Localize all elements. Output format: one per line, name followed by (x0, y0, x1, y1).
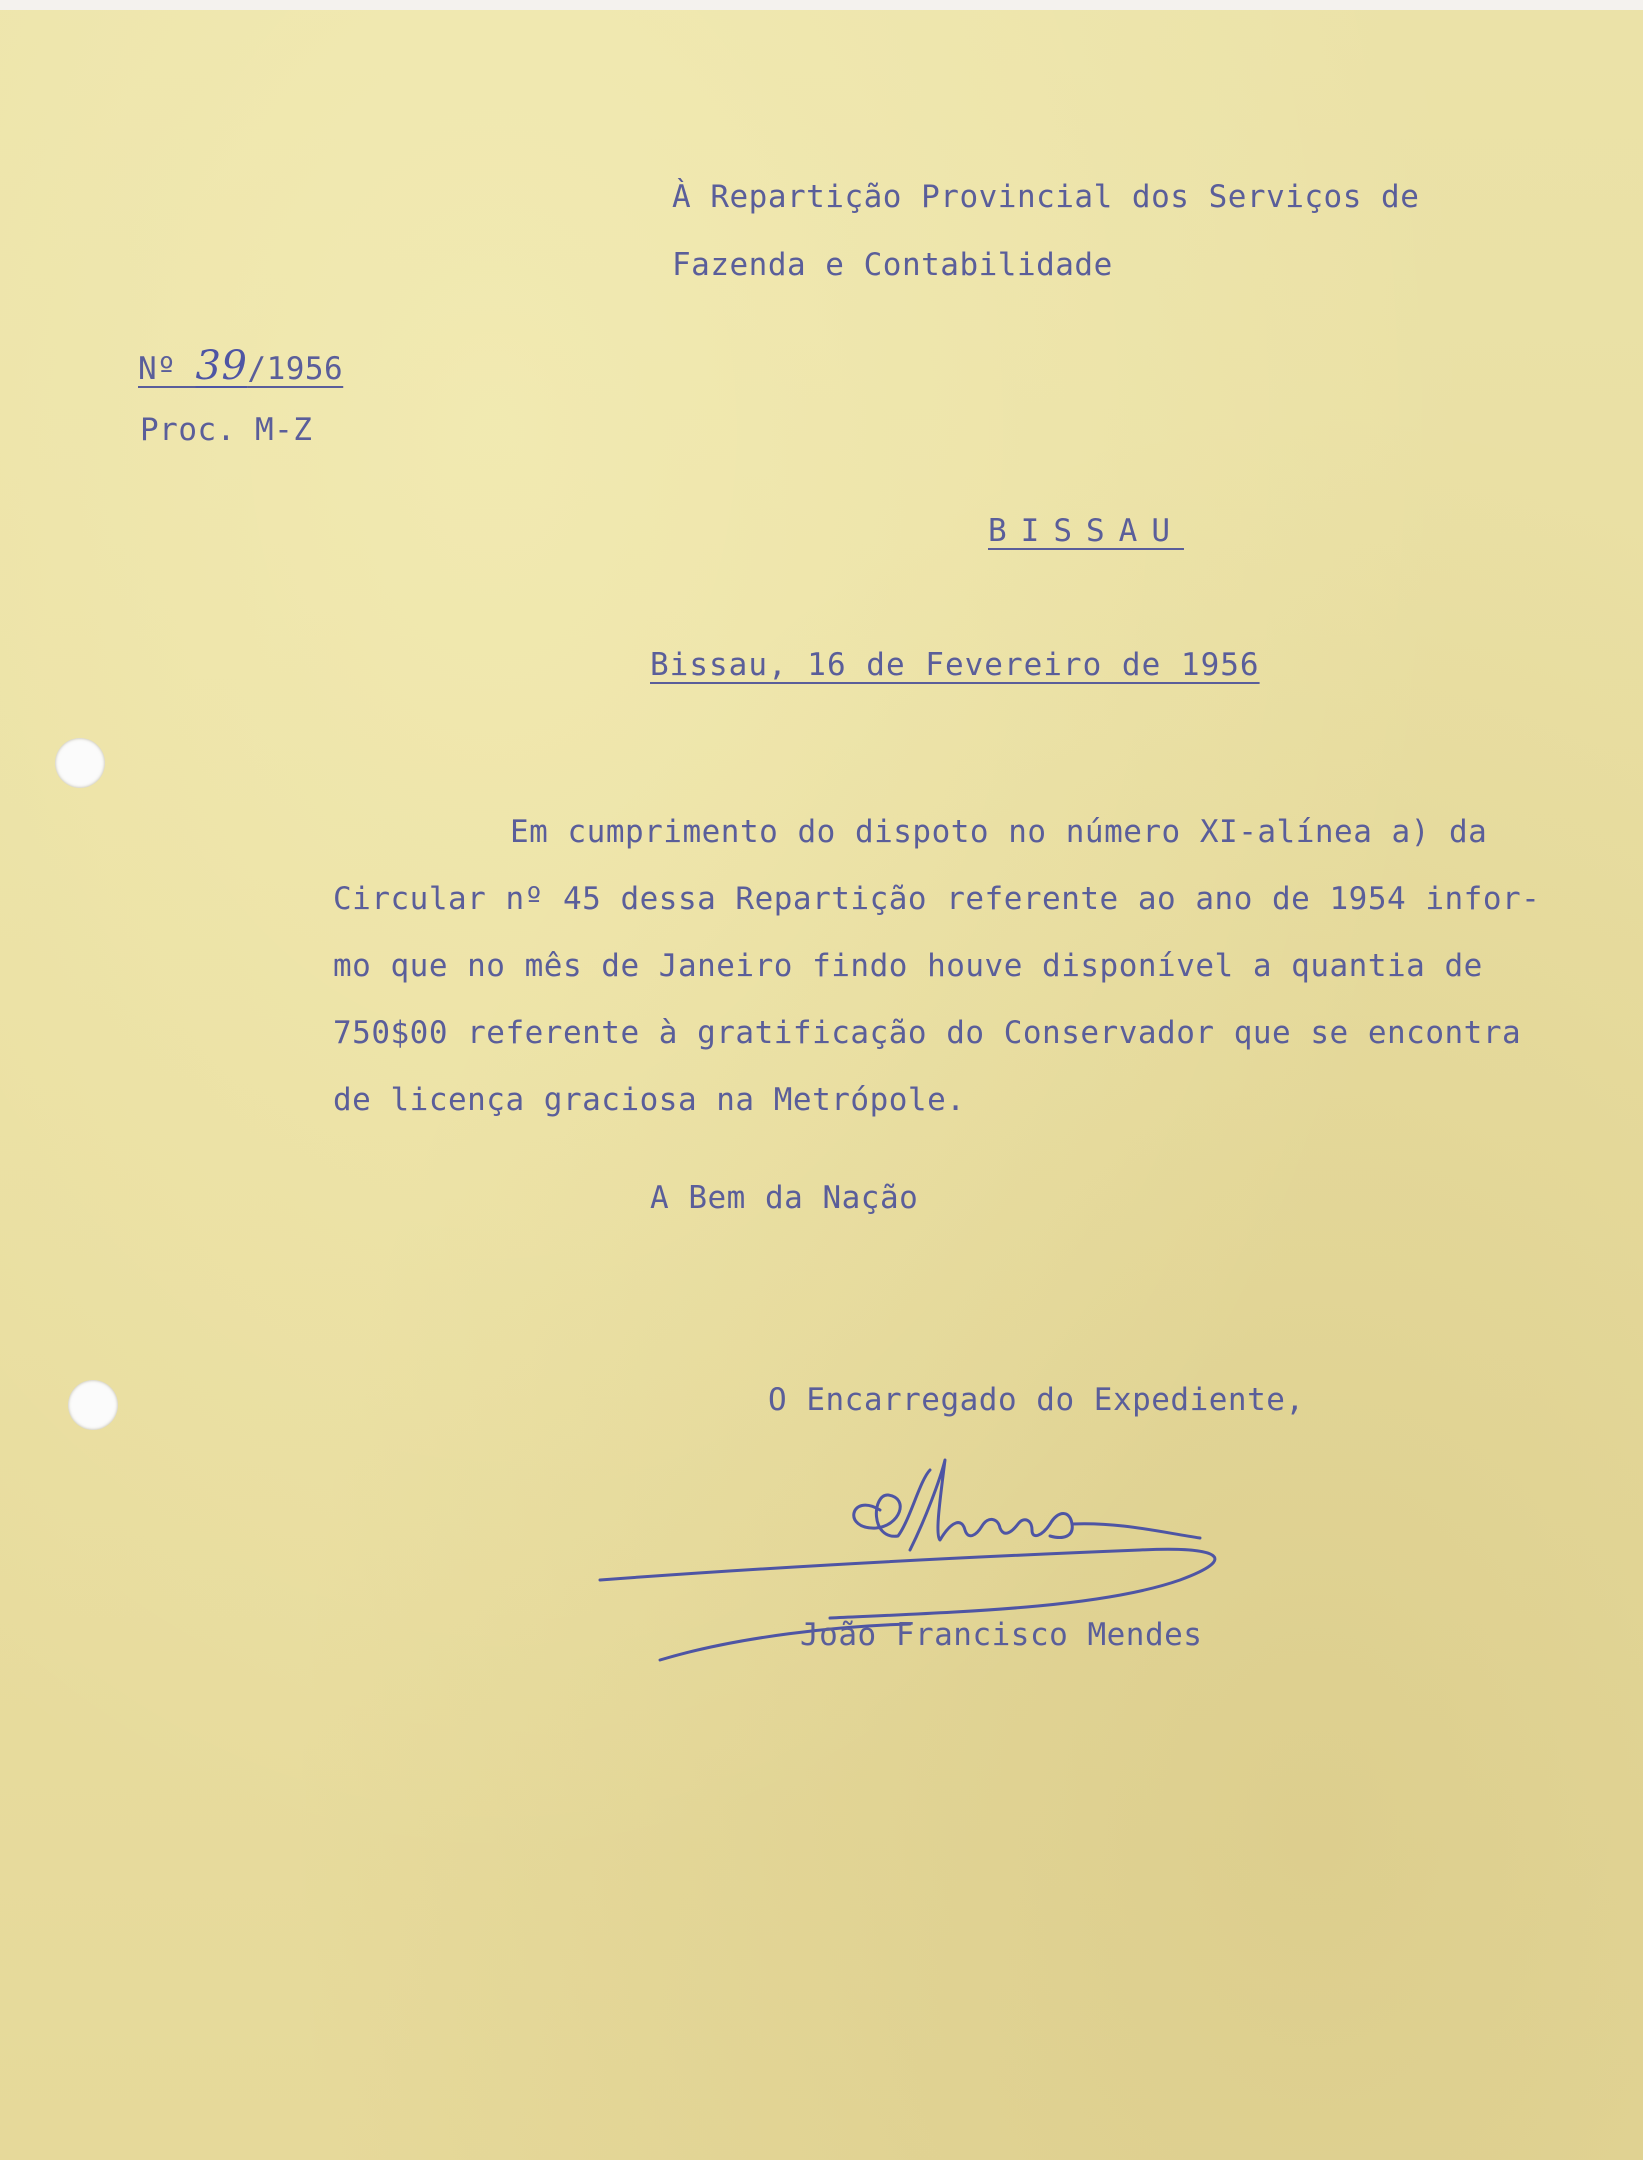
reference-number-suffix: /1956 (247, 351, 344, 387)
process-code: Proc. M-Z (140, 412, 313, 448)
body-line-1: Em cumprimento do dispoto no número XI-alínea a) da (510, 814, 1488, 850)
addressee-line-2: Fazenda e Contabilidade (672, 247, 1113, 283)
signer-name: João Francisco Mendes (800, 1617, 1203, 1653)
signature-letters (910, 1460, 1072, 1550)
reference-number-prefix: Nº (138, 351, 196, 387)
body-line-3: mo que no mês de Janeiro findo houve disponível a quantia de (333, 948, 1483, 984)
closing-salutation: A Bem da Nação (650, 1180, 919, 1216)
punch-hole-top (55, 738, 105, 788)
paper-top-edge (0, 0, 1643, 10)
body-line-2: Circular nº 45 dessa Repartição referente ao ano de 1954 infor- (333, 881, 1541, 917)
signature-title: O Encarregado do Expediente, (768, 1382, 1305, 1418)
location-heading: BISSAU (988, 513, 1184, 549)
date-line: Bissau, 16 de Fevereiro de 1956 (650, 647, 1260, 683)
signature-tail (1072, 1524, 1200, 1538)
body-line-5: de licença graciosa na Metrópole. (333, 1082, 966, 1118)
punch-hole-bottom (68, 1380, 118, 1430)
body-line-4: 750$00 referente à gratificação do Conservador que se encontra (333, 1015, 1522, 1051)
reference-number-handwritten: 39 (195, 343, 248, 389)
signature-flourish-upper (600, 1549, 1215, 1618)
reference-number (138, 343, 344, 389)
signature-initial-loop (854, 1470, 930, 1536)
addressee-line-1: À Repartição Provincial dos Serviços de (672, 179, 1420, 215)
